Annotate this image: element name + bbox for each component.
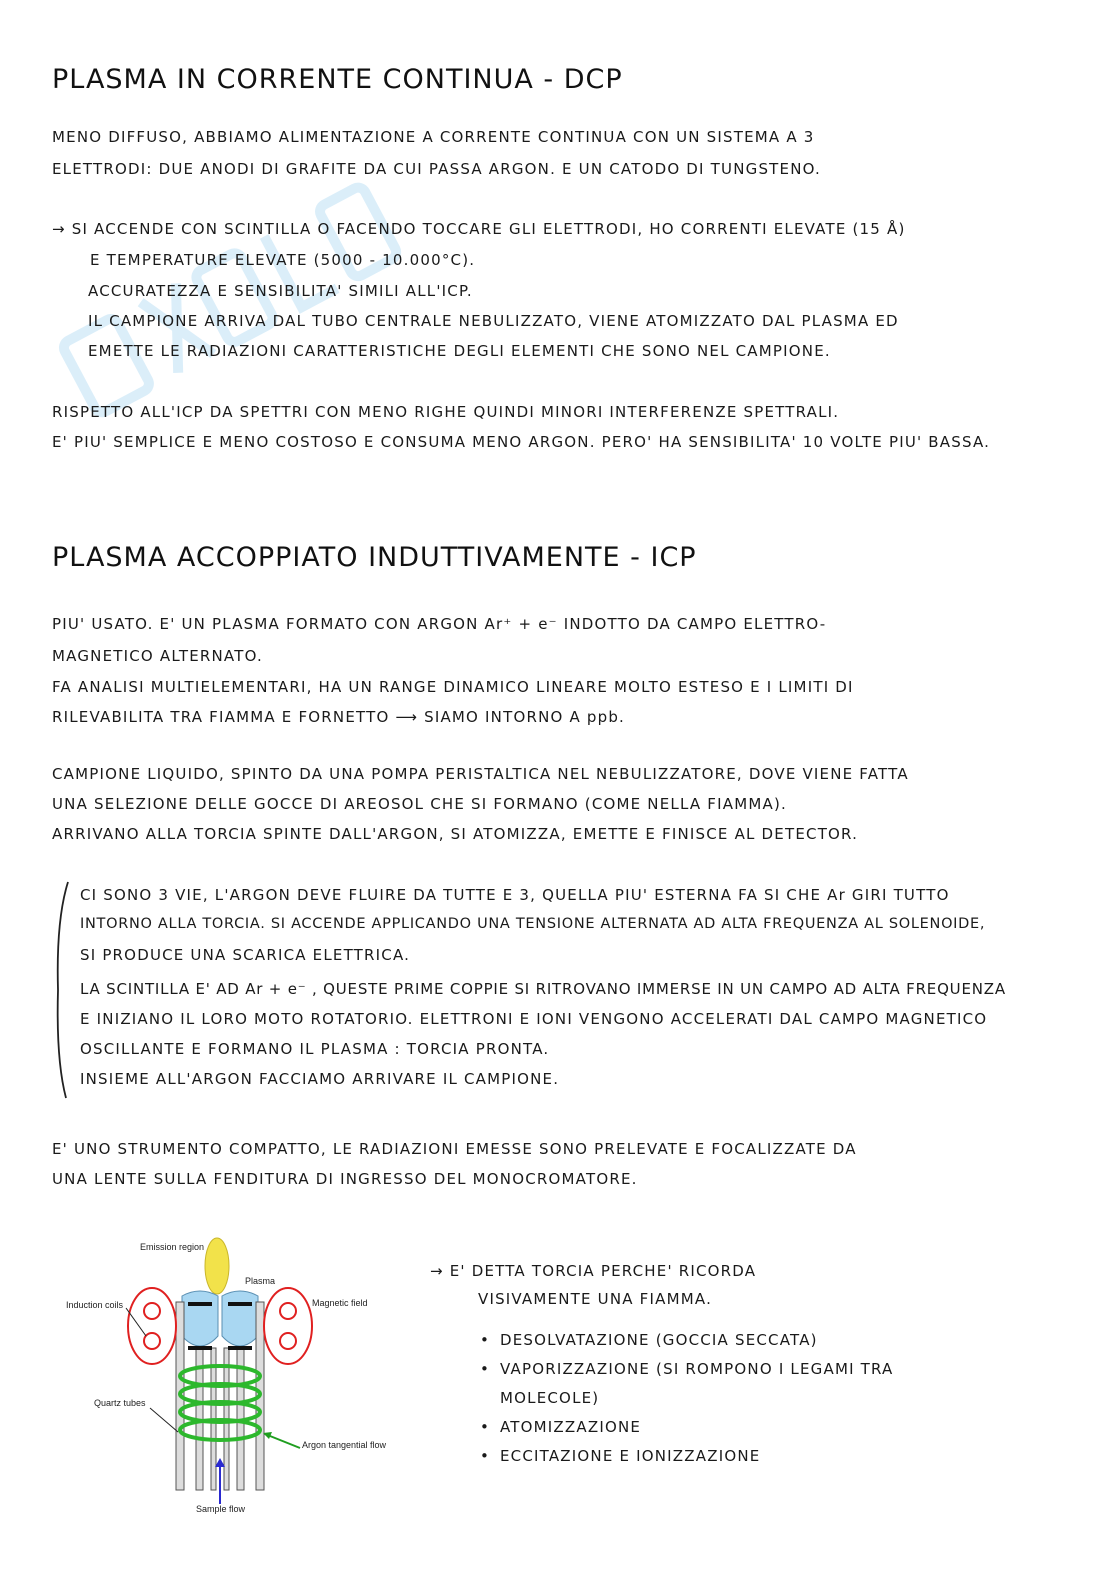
closing-line: E' UNO STRUMENTO COMPATTO, LE RADIAZIONI EMESSE SONO PRELEVATE E FOCALIZZATE DA: [52, 1140, 857, 1158]
section-2-line: CAMPIONE LIQUIDO, SPINTO DA UNA POMPA PERISTALTICA NEL NEBULIZZATORE, DOVE VIENE FATTA: [52, 765, 909, 783]
magnetic-field: [128, 1288, 312, 1364]
bracket-line: INTORNO ALLA TORCIA. SI ACCENDE APPLICANDO UNA TENSIONE ALTERNATA AD ALTA FREQUENZA AL SOLENOIDE,: [80, 916, 986, 932]
section-1-line: RISPETTO ALL'ICP DA SPETTRI CON MENO RIGHE QUINDI MINORI INTERFERENZE SPETTRALI.: [52, 403, 840, 421]
section-2-line: FA ANALISI MULTIELEMENTARI, HA UN RANGE DINAMICO LINEARE MOLTO ESTESO E I LIMITI DI: [52, 678, 854, 696]
label-plasma: Plasma: [245, 1276, 276, 1286]
icp-torch-diagram: [60, 1236, 390, 1516]
bracket-line: LA SCINTILLA E' AD Ar + e⁻ , QUESTE PRIME COPPIE SI RITROVANO IMMERSE IN UN CAMPO AD ALTA FREQUENZA: [80, 980, 1006, 998]
list-item: • ECCITAZIONE E IONIZZAZIONE: [478, 1442, 894, 1471]
emission-region-shape: [205, 1238, 229, 1294]
list-item: MOLECOLE): [500, 1389, 600, 1407]
plasma-left-shape: [182, 1291, 218, 1346]
label-induction-coils: Induction coils: [66, 1300, 124, 1310]
label-argon-flow: Argon tangential flow: [302, 1440, 387, 1450]
section-2-line: PIU' USATO. E' UN PLASMA FORMATO CON ARGON Ar⁺ + e⁻ INDOTTO DA CAMPO ELETTRO-: [52, 615, 827, 633]
phase-list: [478, 1326, 894, 1471]
section-1-line: IL CAMPIONE ARRIVA DAL TUBO CENTRALE NEBULIZZATO, VIENE ATOMIZZATO DAL PLASMA ED: [88, 312, 899, 330]
section-2-line: UNA SELEZIONE DELLE GOCCE DI AREOSOL CHE SI FORMANO (COME NELLA FIAMMA).: [52, 795, 787, 813]
side-bracket: [52, 880, 70, 1100]
closing-line: UNA LENTE SULLA FENDITURA DI INGRESSO DEL MONOCROMATORE.: [52, 1170, 638, 1188]
bracket-line: OSCILLANTE E FORMANO IL PLASMA : TORCIA PRONTA.: [80, 1040, 550, 1058]
list-item: • ATOMIZZAZIONE: [478, 1413, 894, 1442]
bracket-line: E INIZIANO IL LORO MOTO ROTATORIO. ELETTRONI E IONI VENGONO ACCELERATI DAL CAMPO MAGNETICO: [80, 1010, 988, 1028]
section-1-line: E TEMPERATURE ELEVATE (5000 - 10.000°C).: [90, 251, 476, 269]
section-1-line: → SI ACCENDE CON SCINTILLA O FACENDO TOCCARE GLI ELETTRODI, HO CORRENTI ELEVATE (15 Å): [52, 220, 906, 238]
plasma-right-shape: [222, 1291, 258, 1346]
watermark-logo: [20, 120, 540, 540]
section-2-line: ARRIVANO ALLA TORCIA SPINTE DALL'ARGON, SI ATOMIZZA, EMETTE E FINISCE AL DETECTOR.: [52, 825, 859, 843]
induction-coil: [180, 1366, 260, 1440]
section-1-line: E' PIU' SEMPLICE E MENO COSTOSO E CONSUMA MENO ARGON. PERO' HA SENSIBILITA' 10 VOLTE PIU' BASSA.: [52, 433, 991, 451]
side-note-intro: VISIVAMENTE UNA FIAMMA.: [478, 1290, 713, 1308]
list-item: • DESOLVATAZIONE (GOCCIA SECCATA): [478, 1326, 894, 1355]
label-quartz-tubes: Quartz tubes: [94, 1398, 146, 1408]
section-1-title: PLASMA IN CORRENTE CONTINUA - DCP: [52, 64, 623, 95]
bracket-line: INSIEME ALL'ARGON FACCIAMO ARRIVARE IL CAMPIONE.: [80, 1070, 560, 1088]
section-2-line: MAGNETICO ALTERNATO.: [52, 647, 263, 665]
section-1-line: MENO DIFFUSO, ABBIAMO ALIMENTAZIONE A CORRENTE CONTINUA CON UN SISTEMA A 3: [52, 128, 815, 146]
label-sample-flow: Sample flow: [196, 1504, 246, 1514]
section-2-line: RILEVABILITA TRA FIAMMA E FORNETTO ⟶ SIAMO INTORNO A ppb.: [52, 708, 626, 726]
side-note-intro: → E' DETTA TORCIA PERCHE' RICORDA: [430, 1262, 757, 1280]
section-1-line: ACCURATEZZA E SENSIBILITA' SIMILI ALL'ICP.: [88, 282, 473, 300]
bracket-line: CI SONO 3 VIE, L'ARGON DEVE FLUIRE DA TUTTE E 3, QUELLA PIU' ESTERNA FA SI CHE Ar GIRI TUTTO: [80, 886, 950, 904]
section-1-line: ELETTRODI: DUE ANODI DI GRAFITE DA CUI PASSA ARGON. E UN CATODO DI TUNGSTENO.: [52, 160, 821, 178]
label-magnetic-field: Magnetic field: [312, 1298, 368, 1308]
section-2-title: PLASMA ACCOPPIATO INDUTTIVAMENTE - ICP: [52, 542, 697, 573]
section-1-line: EMETTE LE RADIAZIONI CARATTERISTICHE DEGLI ELEMENTI CHE SONO NEL CAMPIONE.: [88, 342, 831, 360]
label-emission-region: Emission region: [140, 1242, 205, 1252]
list-item: • VAPORIZZAZIONE (SI ROMPONO I LEGAMI TRA: [478, 1355, 894, 1384]
bracket-line: SI PRODUCE UNA SCARICA ELETTRICA.: [80, 946, 411, 964]
